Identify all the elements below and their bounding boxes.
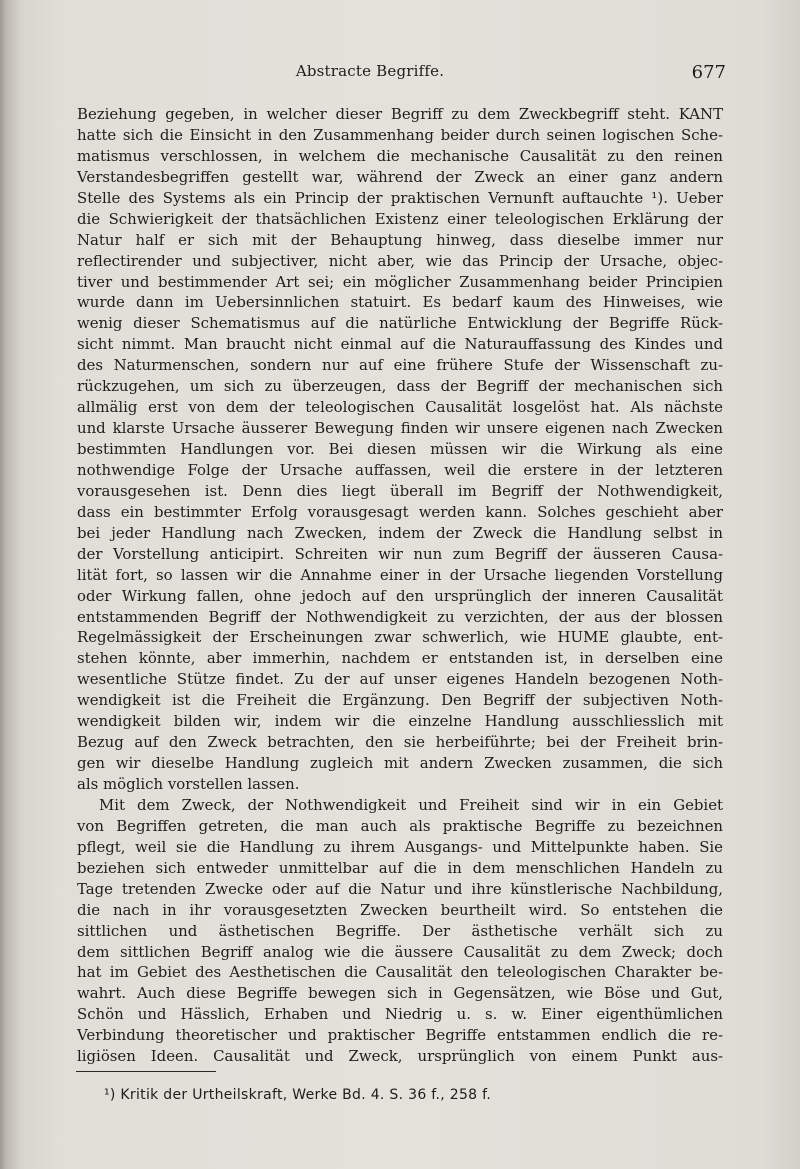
text-line: hat im Gebiet des Aesthetischen die Causalität den teleologischen Charakter be- [77, 963, 723, 982]
text-line: pflegt, weil sie die Handlung zu ihrem Ausgangs- und Mittelpunkte haben. Sie [77, 837, 723, 856]
text-line: wendigkeit ist die Freiheit die Ergänzung. Den Begriff der subjectiven Noth- [77, 691, 723, 710]
text-line: dass ein bestimmter Erfolg vorausgesagt werden kann. Solches geschieht aber [77, 502, 723, 521]
text-line: die nach in ihr vorausgesetzten Zwecken beurtheilt wird. So entstehen die [77, 900, 723, 919]
text-line: sicht nimmt. Man braucht nicht einmal auf die Naturauffassung des Kindes und [77, 335, 723, 354]
text-line: dem sittlichen Begriff analog wie die äussere Causalität zu dem Zweck; doch [77, 942, 723, 961]
footnote: ¹) Kritik der Urtheilskraft, Werke Bd. 4. S. 36 f., 258 f. [104, 1087, 492, 1103]
text-line: Regelmässigkeit der Erscheinungen zwar schwerlich, wie HUME glaubte, ent- [77, 628, 723, 647]
text-line: die Schwierigkeit der thatsächlichen Existenz einer teleologischen Erklärung der [77, 209, 723, 228]
text-line: rückzugehen, um sich zu überzeugen, dass der Begriff der mechanischen sich [77, 377, 723, 396]
text-line: Verbindung theoretischer und praktischer Begriffe entstammen endlich die re- [77, 1026, 723, 1045]
running-title: Abstracte Begriffe. [295, 62, 445, 80]
text-line: nothwendige Folge der Ursache auffassen, weil die erstere in der letzteren [77, 460, 723, 479]
text-line: Schön und Hässlich, Erhaben und Niedrig u. s. w. Einer eigenthümlichen [77, 1005, 723, 1024]
text-line: gen wir dieselbe Handlung zugleich mit andern Zwecken zusammen, die sich [77, 754, 723, 773]
text-line: entstammenden Begriff der Nothwendigkeit zu verzichten, der aus der blossen [77, 607, 723, 626]
text-line: Stelle des Systems als ein Princip der praktischen Vernunft auftauchte ¹). Ueber [77, 188, 723, 207]
text-line: beziehen sich entweder unmittelbar auf die in dem menschlichen Handeln zu [77, 858, 723, 877]
text-line: Natur half er sich mit der Behauptung hinweg, dass dieselbe immer nur [77, 230, 723, 249]
text-line: wenig dieser Schematismus auf die natürliche Entwicklung der Begriffe Rück- [77, 314, 723, 333]
text-line: hatte sich die Einsicht in den Zusammenhang beider durch seinen logischen Sche- [77, 125, 723, 144]
text-line: lität fort, so lassen wir die Annahme einer in der Ursache liegenden Vorstellung [77, 565, 723, 584]
text-line: Tage tretenden Zwecke oder auf die Natur und ihre künstlerische Nachbildung, [77, 879, 723, 898]
text-line: wesentliche Stütze findet. Zu der auf unser eigenes Handeln bezogenen Noth- [77, 670, 723, 689]
text-line: von Begriffen getreten, die man auch als praktische Begriffe zu bezeichnen [77, 816, 723, 835]
text-line: und klarste Ursache äusserer Bewegung finden wir unsere eigenen nach Zwecken [77, 419, 723, 438]
text-line: Bezug auf den Zweck betrachten, den sie herbeiführte; bei der Freiheit brin- [77, 733, 723, 752]
text-line: Beziehung gegeben, in welcher dieser Begriff zu dem Zweckbegriff steht. KANT [77, 105, 723, 123]
text-line: vorausgesehen ist. Denn dies liegt überall im Begriff der Nothwendigkeit, [77, 481, 723, 500]
text-line: stehen könnte, aber immerhin, nachdem er entstanden ist, in derselben eine [77, 649, 723, 668]
text-line: reflectirender und subjectiver, nicht aber, wie das Princip der Ursache, objec- [77, 251, 723, 270]
text-line: oder Wirkung fallen, ohne jedoch auf den ursprünglich der inneren Causalität [77, 586, 723, 605]
text-line: bestimmten Handlungen vor. Bei diesen müssen wir die Wirkung als eine [77, 440, 723, 458]
page-number: 677 [691, 62, 726, 83]
text-line: als möglich vorstellen lassen. [77, 775, 300, 793]
text-line: Verstandesbegriffen gestellt war, während der Zweck an einer ganz andern [77, 167, 723, 186]
footnote-divider [76, 1071, 216, 1072]
text-line: wurde dann im Uebersinnlichen statuirt. Es bedarf kaum des Hinweises, wie [77, 293, 723, 312]
text-line: des Naturmenschen, sondern nur auf eine frühere Stufe der Wissenschaft zu- [77, 356, 723, 375]
text-line: tiver und bestimmender Art sei; ein möglicher Zusammenhang beider Principien [77, 272, 723, 291]
text-line: allmälig erst von dem der teleologischen Causalität losgelöst hat. Als nächste [77, 398, 723, 417]
text-line: ligiösen Ideen. Causalität und Zweck, ursprünglich von einem Punkt aus- [77, 1047, 723, 1066]
text-line: sittlichen und ästhetischen Begriffe. Der ästhetische verhält sich zu [77, 921, 723, 940]
body-text [77, 104, 723, 1067]
text-line: wendigkeit bilden wir, indem wir die einzelne Handlung ausschliesslich mit [77, 712, 723, 731]
text-line: der Vorstellung anticipirt. Schreiten wir nun zum Begriff der äusseren Causa- [77, 544, 723, 563]
text-line: matismus verschlossen, in welchem die mechanische Causalität zu den reinen [77, 146, 723, 165]
text-line: wahrt. Auch diese Begriffe bewegen sich in Gegensätzen, wie Böse und Gut, [77, 984, 723, 1003]
text-line: bei jeder Handlung nach Zwecken, indem der Zweck die Handlung selbst in [77, 523, 723, 542]
text-line: Mit dem Zweck, der Nothwendigkeit und Freiheit sind wir in ein Gebiet [99, 795, 723, 814]
